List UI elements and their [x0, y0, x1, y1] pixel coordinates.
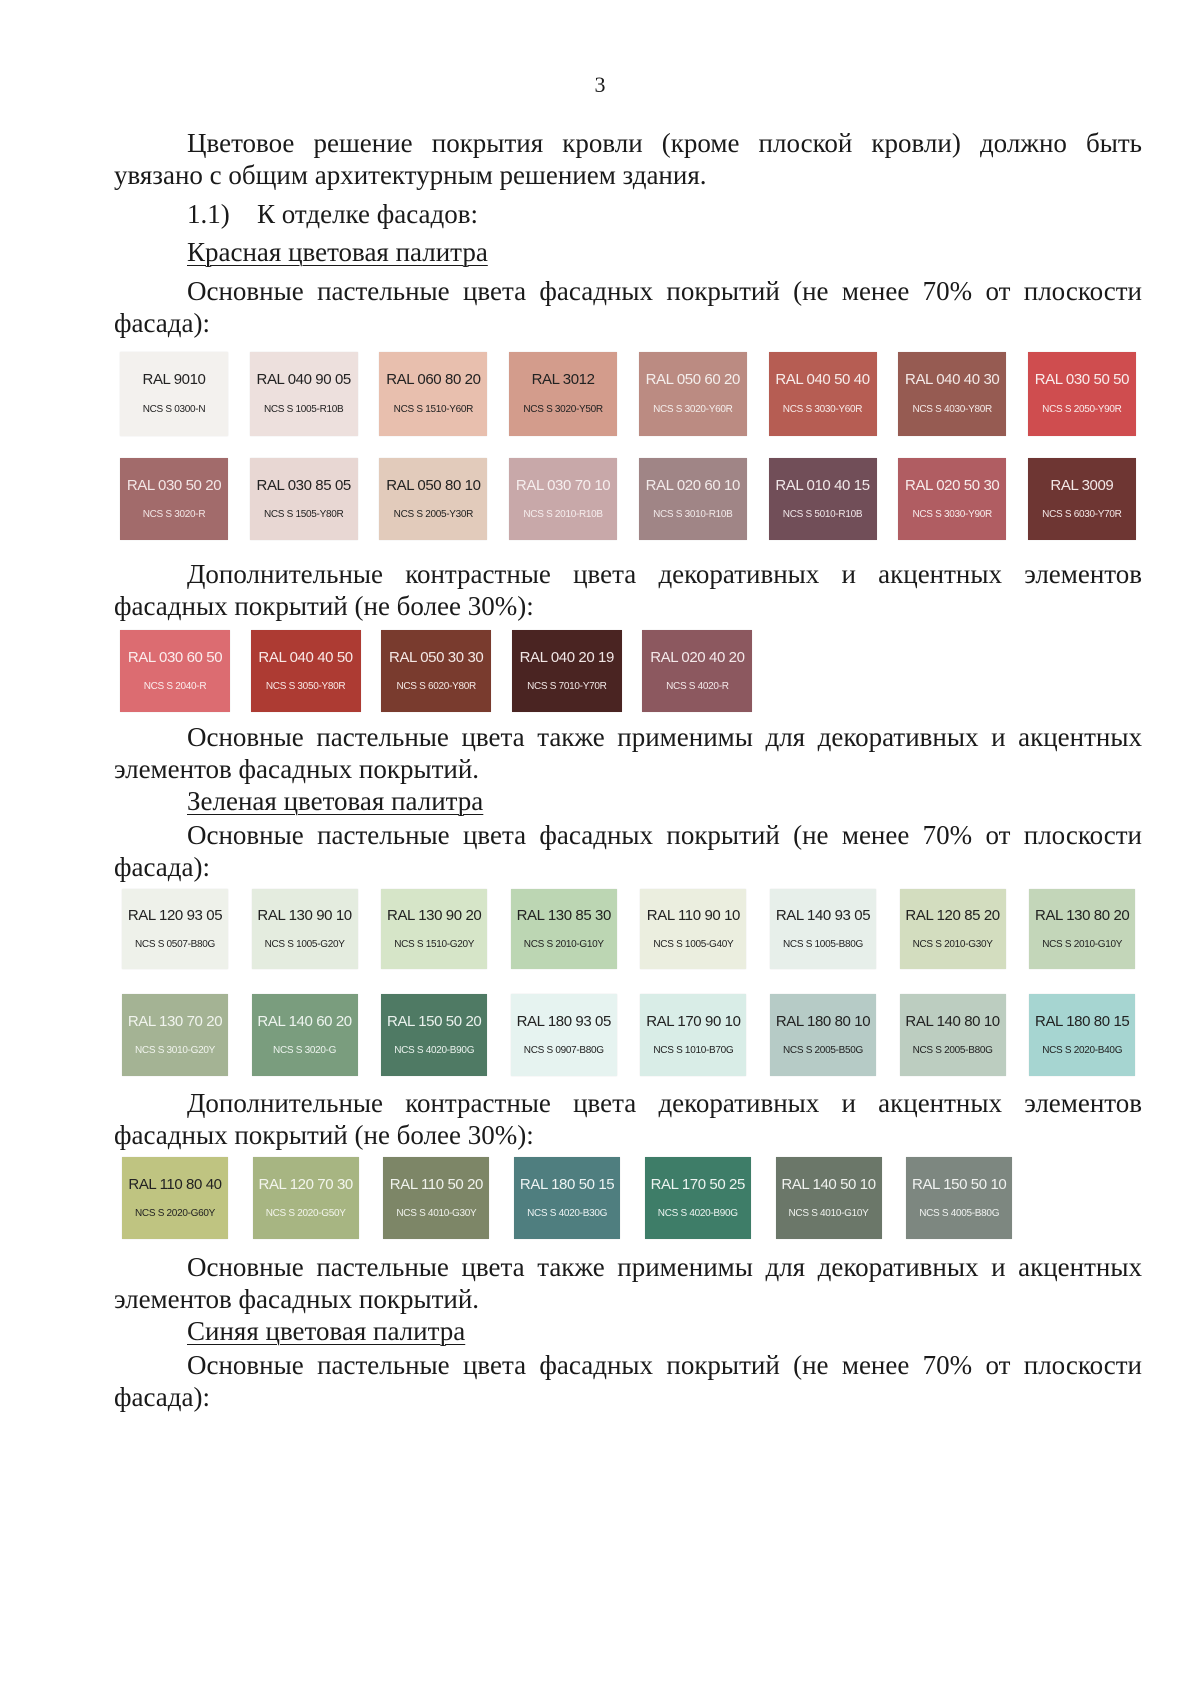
ral-code: RAL 020 40 20 [650, 649, 745, 666]
ral-code: RAL 180 50 15 [519, 1176, 615, 1193]
ral-code: RAL 040 40 30 [905, 371, 1000, 388]
color-swatch [1029, 889, 1135, 969]
ral-code: RAL 030 70 10 [515, 477, 611, 494]
color-swatch [770, 994, 876, 1076]
color-swatch [122, 994, 228, 1076]
color-swatch [776, 1157, 882, 1239]
color-swatch [645, 1157, 751, 1239]
ncs-code: NCS S 3030-Y90R [912, 509, 992, 520]
ral-code: RAL 140 93 05 [775, 907, 871, 924]
paragraph-line: Основные пастельные цвета фасадных покрытий (не менее 70% от плоскости [187, 276, 1142, 306]
ral-code: RAL 170 50 25 [650, 1176, 745, 1193]
color-swatch [253, 1157, 359, 1239]
ncs-code: NCS S 2010-G10Y [1042, 939, 1123, 950]
ral-code: RAL 030 60 50 [127, 649, 223, 666]
ral-code: RAL 040 20 19 [519, 649, 614, 666]
ncs-code: NCS S 2010-G10Y [523, 939, 604, 950]
ncs-code: NCS S 3010-R10B [653, 509, 733, 520]
paragraph-line: увязано с общим архитектурным решением здания. [114, 160, 707, 190]
ncs-code: NCS S 4005-B80G [919, 1208, 1000, 1219]
color-swatch [1028, 458, 1136, 540]
color-swatch [250, 352, 358, 436]
ncs-code: NCS S 4020-R [666, 681, 729, 692]
ral-code: RAL 9010 [142, 371, 206, 388]
color-swatch [514, 1157, 620, 1239]
ral-code: RAL 110 50 20 [389, 1176, 483, 1193]
color-swatch [381, 994, 487, 1076]
ral-code: RAL 040 90 05 [256, 371, 351, 388]
ncs-code: NCS S 2010-R10B [523, 509, 603, 520]
ral-code: RAL 050 60 20 [645, 371, 740, 388]
paragraph-line: фасада): [114, 852, 210, 882]
paragraph-line: фасадных покрытий (не более 30%): [114, 591, 534, 621]
ncs-code: NCS S 3020-Y50R [523, 404, 603, 415]
ncs-code: NCS S 1005-G40Y [653, 939, 734, 950]
ral-code: RAL 110 90 10 [646, 907, 740, 924]
ral-code: RAL 150 50 20 [387, 1013, 482, 1030]
ncs-code: NCS S 0907-B80G [523, 1045, 604, 1056]
color-swatch [898, 352, 1006, 436]
color-swatch [906, 1157, 1012, 1239]
ral-code: RAL 180 80 15 [1035, 1013, 1130, 1030]
color-swatch [381, 889, 487, 969]
ral-code: RAL 120 93 05 [127, 907, 223, 924]
ral-code: RAL 150 50 10 [912, 1176, 1007, 1193]
paragraph-line: Основные пастельные цвета также применимы для декоративных и акцентных [187, 1252, 1142, 1282]
ncs-code: NCS S 3020-G [273, 1045, 337, 1056]
ral-code: RAL 030 85 05 [256, 477, 351, 494]
ral-code: RAL 120 85 20 [905, 907, 1000, 924]
section-heading-red: Красная цветовая палитра [187, 237, 488, 267]
color-swatch [379, 352, 487, 436]
ncs-code: NCS S 4020-B90G [657, 1208, 738, 1219]
color-swatch [639, 352, 747, 436]
ncs-code: NCS S 1505-Y80R [263, 509, 344, 520]
color-swatch [640, 889, 746, 969]
ncs-code: NCS S 1005-B80G [783, 939, 863, 950]
ral-code: RAL 130 90 10 [257, 907, 352, 924]
ral-code: RAL 3012 [531, 371, 595, 388]
color-swatch [511, 889, 617, 969]
color-swatch [509, 352, 617, 436]
ral-code: RAL 130 90 20 [387, 907, 482, 924]
color-swatch [640, 994, 746, 1076]
ncs-code: NCS S 3020-Y60R [653, 404, 733, 415]
ral-code: RAL 3009 [1050, 477, 1114, 494]
paragraph-line: Основные пастельные цвета фасадных покрытий (не менее 70% от плоскости [187, 1350, 1142, 1380]
ncs-code: NCS S 3020-R [142, 509, 206, 520]
ncs-code: NCS S 4020-B30G [527, 1208, 608, 1219]
ral-code: RAL 130 85 30 [516, 907, 611, 924]
ral-code: RAL 020 50 30 [905, 477, 1000, 494]
ncs-code: NCS S 2010-G30Y [912, 939, 993, 950]
color-swatch [900, 994, 1006, 1076]
ncs-code: NCS S 2005-B50G [783, 1045, 863, 1056]
color-swatch [250, 458, 358, 540]
color-swatch [381, 630, 491, 712]
ral-code: RAL 040 50 40 [775, 371, 870, 388]
color-swatch [251, 630, 361, 712]
ncs-code: NCS S 7010-Y70R [527, 681, 607, 692]
color-swatch [770, 889, 876, 969]
ral-code: RAL 110 80 40 [128, 1176, 222, 1193]
ral-code: RAL 180 93 05 [516, 1013, 611, 1030]
ncs-code: NCS S 3050-Y80R [265, 681, 346, 692]
color-swatch [509, 458, 617, 540]
color-swatch [511, 994, 617, 1076]
paragraph-line: Основные пастельные цвета фасадных покрытий (не менее 70% от плоскости [187, 820, 1142, 850]
ncs-code: NCS S 2005-B80G [912, 1045, 993, 1056]
ncs-code: NCS S 2020-B40G [1042, 1045, 1123, 1056]
ral-code: RAL 140 80 10 [905, 1013, 1000, 1030]
ncs-code: NCS S 2020-G50Y [265, 1208, 346, 1219]
ncs-code: NCS S 6030-Y70R [1042, 509, 1122, 520]
ncs-code: NCS S 1510-Y60R [393, 404, 474, 415]
ral-code: RAL 060 80 20 [386, 371, 481, 388]
color-swatch [120, 352, 228, 436]
ncs-code: NCS S 4010-G10Y [788, 1208, 869, 1219]
paragraph-line: Основные пастельные цвета также применимы для декоративных и акцентных [187, 722, 1142, 752]
ncs-code: NCS S 4030-Y80R [912, 404, 992, 415]
ral-code: RAL 050 80 10 [386, 477, 481, 494]
list-item-text: К отделке фасадов: [257, 199, 478, 229]
ncs-code: NCS S 5010-R10B [782, 509, 863, 520]
color-swatch [642, 630, 752, 712]
ncs-code: NCS S 3010-G20Y [135, 1045, 215, 1056]
section-heading-green: Зеленая цветовая палитра [187, 786, 484, 816]
ncs-code: NCS S 2040-R [143, 681, 207, 692]
paragraph-line: элементов фасадных покрытий. [114, 754, 480, 784]
ral-code: RAL 130 70 20 [127, 1013, 223, 1030]
color-swatch [379, 458, 487, 540]
color-swatch [900, 889, 1006, 969]
ncs-code: NCS S 2005-Y30R [393, 509, 474, 520]
ncs-code: NCS S 1010-B70G [653, 1045, 734, 1056]
section-heading-blue: Синяя цветовая палитра [187, 1316, 466, 1346]
color-swatch [512, 630, 622, 712]
paragraph-line: фасада): [114, 308, 210, 338]
ral-code: RAL 030 50 50 [1034, 371, 1130, 388]
ral-code: RAL 010 40 15 [775, 477, 870, 494]
color-swatch [639, 458, 747, 540]
ral-code: RAL 020 60 10 [645, 477, 740, 494]
paragraph-line: элементов фасадных покрытий. [114, 1284, 480, 1314]
color-swatch [122, 1157, 228, 1239]
list-item-number: 1.1) [187, 199, 230, 229]
color-swatch [1028, 352, 1136, 436]
color-swatch [1029, 994, 1135, 1076]
paragraph-line: Дополнительные контрастные цвета декоративных и акцентных элементов [187, 1088, 1142, 1118]
color-swatch [122, 889, 228, 969]
ral-code: RAL 030 50 20 [126, 477, 222, 494]
ral-code: RAL 170 90 10 [646, 1013, 741, 1030]
paragraph-line: фасада): [114, 1382, 210, 1412]
color-swatch [383, 1157, 489, 1239]
ncs-code: NCS S 4020-B90G [394, 1045, 475, 1056]
color-swatch [120, 630, 230, 712]
ral-code: RAL 040 40 50 [258, 649, 353, 666]
color-swatch [769, 458, 877, 540]
paragraph-line: Дополнительные контрастные цвета декоративных и акцентных элементов [187, 559, 1142, 589]
ral-code: RAL 050 30 30 [389, 649, 484, 666]
ral-code: RAL 180 80 10 [775, 1013, 871, 1030]
ncs-code: NCS S 1005-R10B [263, 404, 344, 415]
paragraph-line: Цветовое решение покрытия кровли (кроме плоской кровли) должно быть [187, 128, 1142, 158]
ncs-code: NCS S 0507-B80G [135, 939, 215, 950]
ncs-code: NCS S 1005-G20Y [264, 939, 345, 950]
ncs-code: NCS S 2020-G60Y [135, 1208, 215, 1219]
ncs-code: NCS S 4010-G30Y [396, 1208, 477, 1219]
ncs-code: NCS S 2050-Y90R [1042, 404, 1122, 415]
ncs-code: NCS S 1510-G20Y [394, 939, 475, 950]
ral-code: RAL 120 70 30 [258, 1176, 353, 1193]
ncs-code: NCS S 6020-Y80R [396, 681, 476, 692]
ral-code: RAL 140 60 20 [257, 1013, 352, 1030]
ral-code: RAL 140 50 10 [781, 1176, 876, 1193]
color-swatch [120, 458, 228, 540]
page-number: 3 [594, 72, 606, 97]
ral-code: RAL 130 80 20 [1035, 907, 1130, 924]
ncs-code: NCS S 0300-N [142, 404, 206, 415]
color-swatch [898, 458, 1006, 540]
color-swatch [252, 889, 358, 969]
color-swatch [252, 994, 358, 1076]
color-swatch [769, 352, 877, 436]
ncs-code: NCS S 3030-Y60R [782, 404, 863, 415]
paragraph-line: фасадных покрытий (не более 30%): [114, 1120, 534, 1150]
